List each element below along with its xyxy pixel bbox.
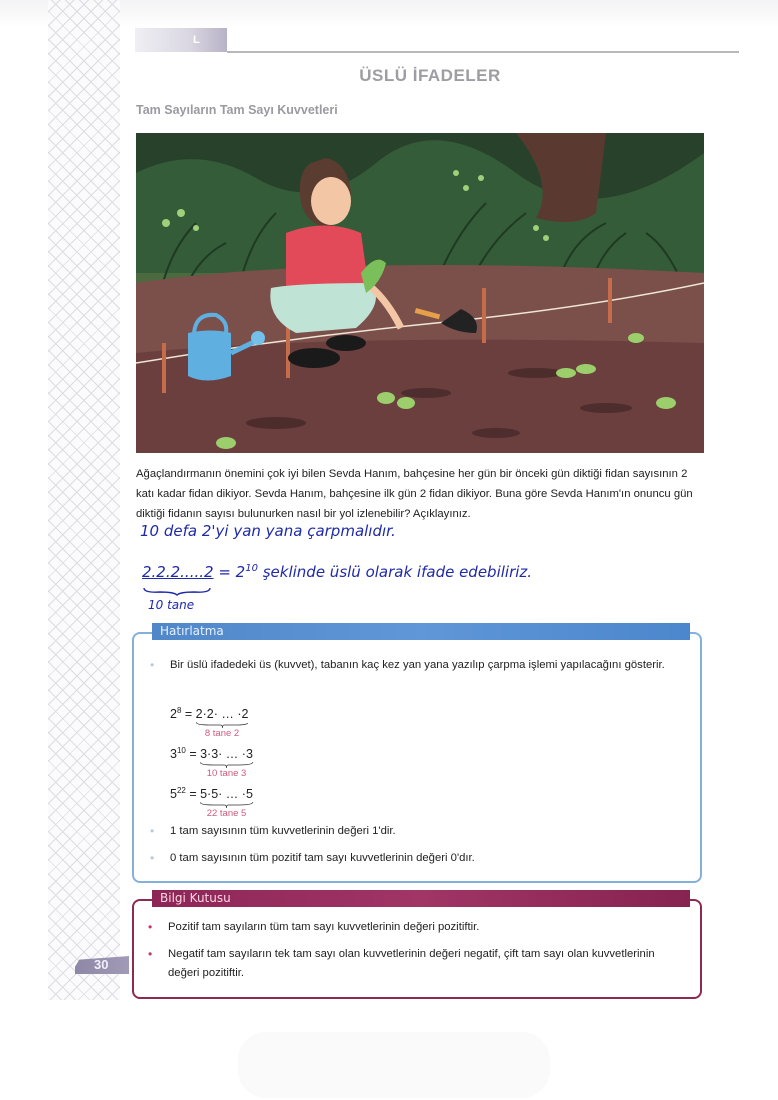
page-title: ÜSLÜ İFADELER	[359, 66, 501, 85]
formula-product-text: 3·3· … ·3	[200, 747, 253, 762]
reminder-note-text: 1 tam sayısının tüm kuvvetlerinin değeri 1'dir.	[170, 825, 396, 837]
handwritten-answer-line3: 10 tane	[148, 598, 195, 612]
bullet-icon: •	[150, 851, 155, 865]
info-item	[148, 918, 688, 937]
bullet-icon: •	[150, 658, 155, 672]
header-rule	[227, 51, 739, 53]
section-tab-label: L	[193, 34, 200, 46]
reminder-note	[150, 849, 690, 868]
info-item-text: Negatif tam sayıların tek tam sayı olan kuvvetlerinin değeri negatif, çift tam sayı olan kuvvetlerinin değeri pozitiftir.	[168, 948, 655, 979]
garden-illustration	[136, 133, 704, 453]
handwritten-rest: şeklinde üslü olarak ifade edebiliriz.	[257, 563, 533, 581]
handwritten-equals: = 2	[213, 563, 246, 581]
formula-base: 3	[170, 747, 177, 762]
section-tab	[135, 28, 227, 52]
handwritten-answer-line2	[142, 563, 532, 581]
formula-base: 5	[170, 787, 177, 802]
page-number: 30	[94, 957, 109, 972]
left-decorative-pattern	[48, 0, 120, 1000]
bullet-icon: •	[148, 947, 153, 961]
formula-base: 2	[170, 707, 177, 722]
section-subtitle: Tam Sayıların Tam Sayı Kuvvetleri	[136, 103, 338, 117]
info-box-heading: Bilgi Kutusu	[152, 890, 690, 907]
handwritten-answer-line1: 10 defa 2'yi yan yana çarpmalıdır.	[140, 522, 396, 540]
bullet-icon: •	[150, 824, 155, 838]
reminder-intro-text: Bir üslü ifadedeki üs (kuvvet), tabanın kaç kez yan yana yazılıp çarpma işlemi yapılacağını gösterir.	[170, 659, 665, 671]
formula-row: $3^{10} = 3\cdot 3\cdot$ … ·3 10 tane 3	[170, 746, 253, 780]
bottom-placeholder	[238, 1032, 550, 1098]
info-item	[148, 945, 688, 983]
bullet-icon: •	[148, 920, 153, 934]
handwritten-exponent: 10	[245, 563, 258, 574]
formula-exponent: 10	[176, 746, 186, 755]
formula-caption: 10 tane 3	[206, 768, 247, 780]
reminder-box-heading: Hatırlatma	[152, 623, 690, 640]
formula-product-text: 5·5· … ·5	[200, 787, 253, 802]
info-item-text: Pozitif tam sayıların tüm tam sayı kuvvetlerinin değeri pozitiftir.	[168, 921, 480, 933]
handwritten-underbrace-icon	[142, 586, 212, 596]
formula-product-text: 2·2· … ·2	[195, 707, 249, 722]
formula-exponent: 8	[176, 706, 182, 715]
formula-row: $5^{22} = 5\cdot 5\cdot$ … ·5 22 tane 5	[170, 786, 253, 820]
reminder-note-text: 0 tam sayısının tüm pozitif tam sayı kuvvetlerinin değeri 0'dır.	[170, 852, 475, 864]
question-text: Ağaçlandırmanın önemini çok iyi bilen Sevda Hanım, bahçesine her gün bir önceki gün diktiği fidan sayısının 2 katı kadar fidan dikiyor. Sevda Hanım, bahçesine ilk gün 2 fidan dikiyor. Buna göre Sevda Hanım'ın onuncu gün diktiği fidanın sayısı bulunurken nasıl bir yol izlenebilir? Açıklayınız.	[136, 468, 693, 520]
garden-scene-image	[136, 133, 704, 453]
formula-caption: 22 tane 5	[206, 808, 247, 820]
reminder-intro	[150, 656, 690, 675]
formula-row: $2^8 = 2\cdot 2\cdot$ … ·2 8 tane 2	[170, 706, 249, 740]
reminder-note	[150, 822, 690, 841]
handwritten-product: 2.2.2.....2	[142, 563, 214, 581]
formula-caption: 8 tane 2	[204, 728, 240, 740]
formula-exponent: 22	[176, 786, 186, 795]
